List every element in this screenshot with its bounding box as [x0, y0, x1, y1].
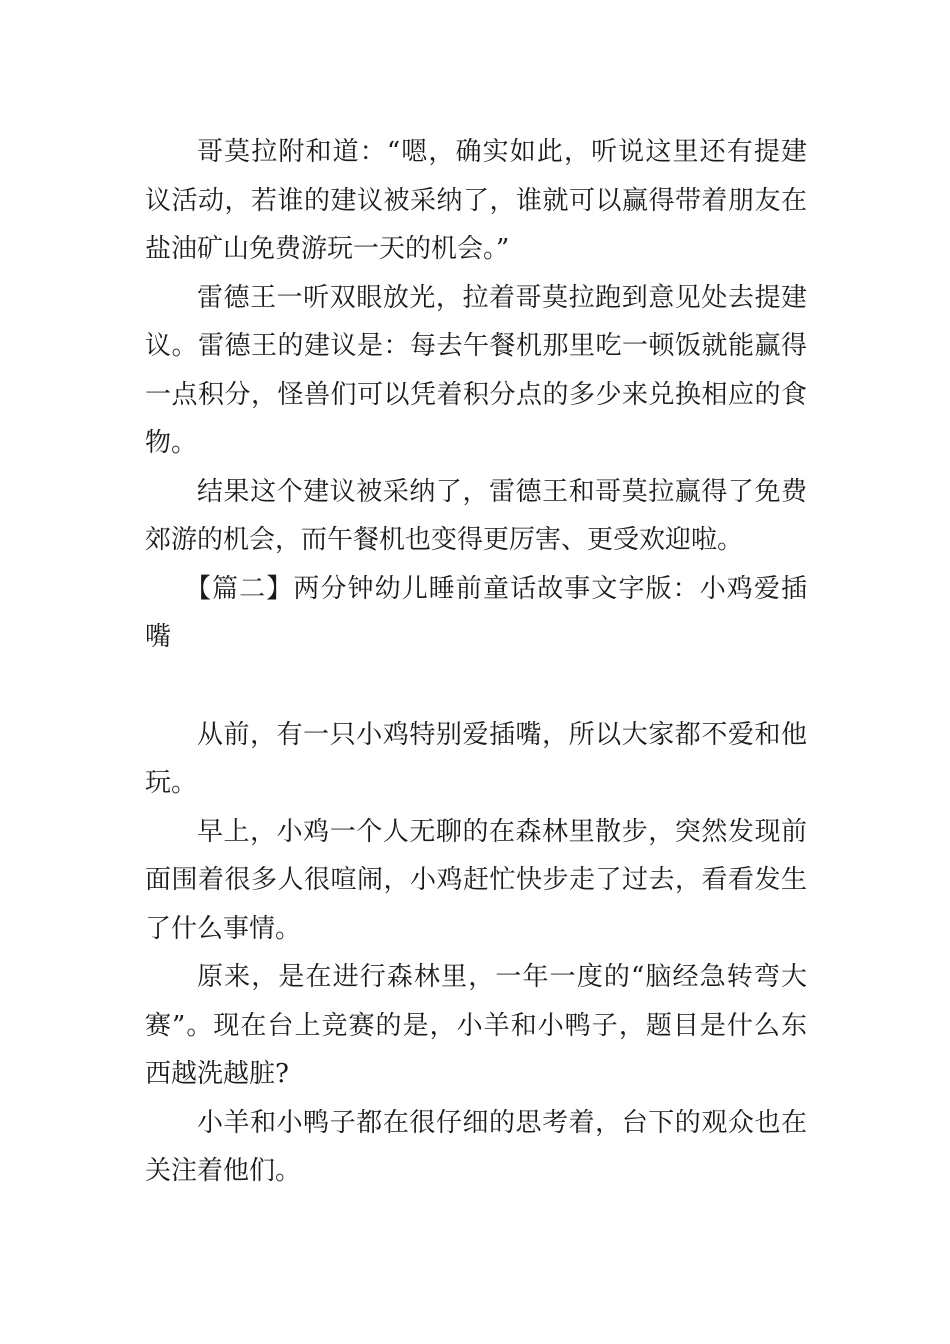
blank-line [145, 662, 807, 711]
paragraph-gomora-reply: 哥莫拉附和道：“嗯，确实如此，听说这里还有提建议活动，若谁的建议被采纳了，谁就可以赢得带着朋友在盐油矿山免费游玩一天的机会。” [145, 137, 807, 264]
paragraph-morning-walk: 早上，小鸡一个人无聊的在森林里散步，突然发现前面围着很多人很喧闹，小鸡赶忙快步走了过去，看看发生了什么事情。 [145, 816, 807, 944]
paragraph-red-king-suggestion: 雷德王一听双眼放光，拉着哥莫拉跑到意见处去提建议。雷德王的建议是：每去午餐机那里吃一顿饭就能赢得一点积分，怪兽们可以凭着积分点的多少来兑换相应的食物。 [145, 282, 807, 458]
paragraph-result: 结果这个建议被采纳了，雷德王和哥莫拉赢得了免费郊游的机会，而午餐机也变得更厉害、更受欢迎啦。 [145, 476, 807, 555]
section-heading: 【篇二】两分钟幼儿睡前童话故事文字版：小鸡爱插嘴 [145, 573, 807, 652]
paragraph-thinking: 小羊和小鸭子都在很仔细的思考着，台下的观众也在关注着他们。 [145, 1107, 807, 1186]
document-body [145, 128, 807, 1196]
paragraph-story-intro: 从前，有一只小鸡特别爱插嘴，所以大家都不爱和他玩。 [145, 719, 807, 798]
paragraph-contest: 原来，是在进行森林里，一年一度的“脑经急转弯大赛”。现在台上竞赛的是，小羊和小鸭子，题目是什么东西越洗越脏? [145, 962, 807, 1089]
